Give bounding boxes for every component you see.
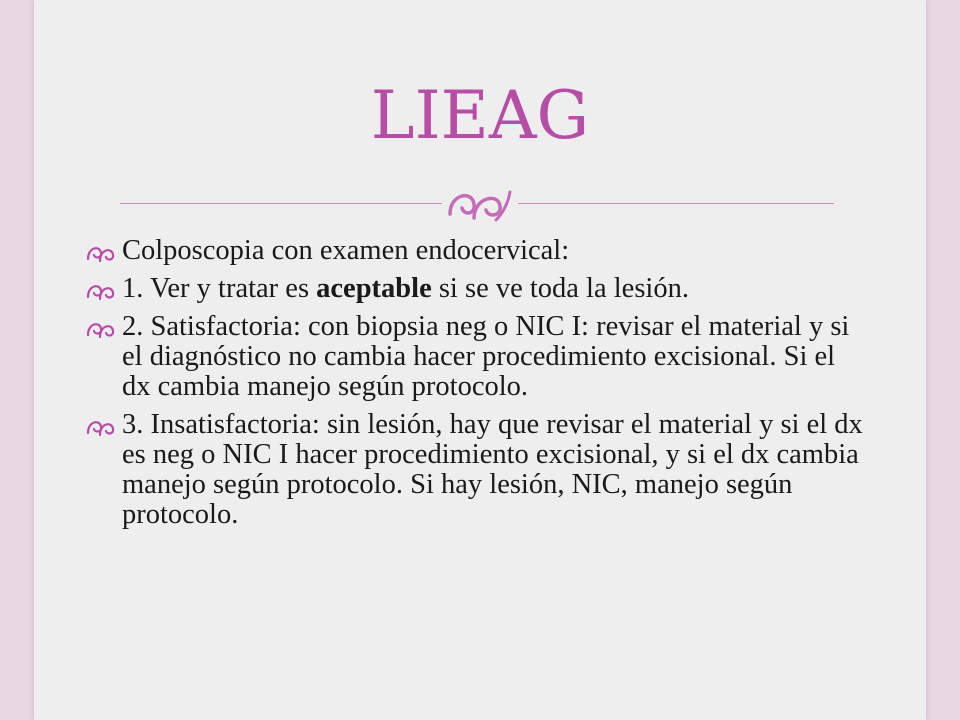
bullet-item-1 <box>86 236 866 266</box>
slide-title: LIEAG <box>370 77 590 154</box>
bullet-item-3 <box>86 312 866 402</box>
double-swirl-icon <box>444 184 516 224</box>
bullet-text-2-before: 1. Ver y tratar es <box>122 273 317 304</box>
bullet-text-4: 3. Insatisfactoria: sin lesión, hay que revisar el material y si el dx es neg o NIC I hacer procedimiento excisional, y si el dx cambia manejo según protocolo. Si hay lesión, NIC, manejo según protocolo. <box>122 409 863 530</box>
swirl-bullet-icon <box>86 243 118 263</box>
bullet-list <box>86 236 866 538</box>
bullet-text-3: 2. Satisfactoria: con biopsia neg o NIC I: revisar el material y si el diagnóstico no cambia hacer procedimiento excisional. Si el dx cambia manejo según protocolo. <box>122 311 850 402</box>
swirl-bullet-icon <box>86 319 118 339</box>
swirl-bullet-icon <box>86 281 118 301</box>
bullet-item-2 <box>86 274 866 304</box>
title-divider-left <box>120 203 442 204</box>
bullet-text-2-bold: aceptable <box>316 273 432 304</box>
bullet-item-4 <box>86 410 866 530</box>
title-divider-right <box>518 203 834 204</box>
swirl-bullet-icon <box>86 417 118 437</box>
bullet-text-1: Colposcopia con examen endocervical: <box>122 235 570 266</box>
bullet-text-2-after: si se ve toda la lesión. <box>431 273 689 304</box>
